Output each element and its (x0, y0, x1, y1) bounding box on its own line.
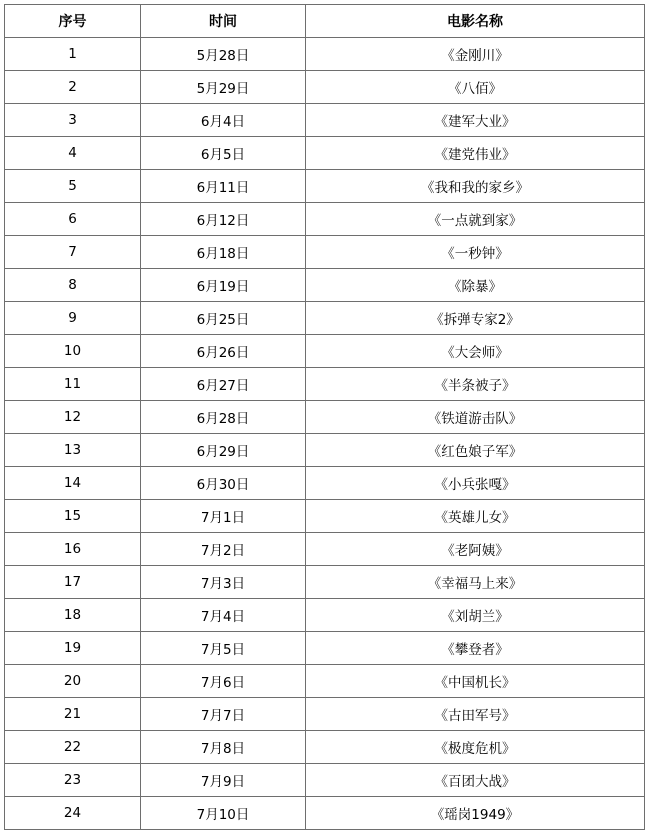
cell-index: 13 (5, 434, 141, 467)
cell-title: 《极度危机》 (306, 731, 645, 764)
table-row (5, 566, 645, 599)
cell-date: 6月12日 (141, 203, 306, 236)
cell-date: 7月6日 (141, 665, 306, 698)
table-row (5, 269, 645, 302)
cell-index: 20 (5, 665, 141, 698)
header-date: 时间 (141, 5, 306, 38)
cell-index: 4 (5, 137, 141, 170)
cell-date: 7月1日 (141, 500, 306, 533)
cell-title: 《建党伟业》 (306, 137, 645, 170)
table-row (5, 632, 645, 665)
cell-date: 6月27日 (141, 368, 306, 401)
header-row (5, 5, 645, 38)
cell-index: 12 (5, 401, 141, 434)
cell-index: 23 (5, 764, 141, 797)
table-row (5, 731, 645, 764)
cell-date: 5月28日 (141, 38, 306, 71)
table-row (5, 533, 645, 566)
cell-index: 9 (5, 302, 141, 335)
table-row (5, 665, 645, 698)
cell-index: 3 (5, 104, 141, 137)
cell-date: 7月5日 (141, 632, 306, 665)
header-title: 电影名称 (306, 5, 645, 38)
cell-index: 6 (5, 203, 141, 236)
cell-title: 《瑶岗1949》 (306, 797, 645, 830)
cell-title: 《古田军号》 (306, 698, 645, 731)
cell-index: 7 (5, 236, 141, 269)
table-row (5, 368, 645, 401)
cell-index: 1 (5, 38, 141, 71)
cell-index: 15 (5, 500, 141, 533)
cell-title: 《一秒钟》 (306, 236, 645, 269)
cell-title: 《幸福马上来》 (306, 566, 645, 599)
cell-date: 7月9日 (141, 764, 306, 797)
header-index: 序号 (5, 5, 141, 38)
table-row (5, 170, 645, 203)
table-row (5, 764, 645, 797)
cell-date: 7月4日 (141, 599, 306, 632)
cell-title: 《铁道游击队》 (306, 401, 645, 434)
cell-date: 6月19日 (141, 269, 306, 302)
cell-index: 18 (5, 599, 141, 632)
table-row (5, 335, 645, 368)
table-row (5, 302, 645, 335)
cell-date: 6月25日 (141, 302, 306, 335)
cell-title: 《攀登者》 (306, 632, 645, 665)
table-row (5, 401, 645, 434)
cell-title: 《刘胡兰》 (306, 599, 645, 632)
cell-index: 19 (5, 632, 141, 665)
cell-date: 6月11日 (141, 170, 306, 203)
cell-date: 6月5日 (141, 137, 306, 170)
cell-title: 《半条被子》 (306, 368, 645, 401)
cell-index: 14 (5, 467, 141, 500)
cell-title: 《拆弹专家2》 (306, 302, 645, 335)
table-row (5, 38, 645, 71)
table-row (5, 698, 645, 731)
cell-date: 7月10日 (141, 797, 306, 830)
cell-index: 21 (5, 698, 141, 731)
table-row (5, 137, 645, 170)
cell-title: 《八佰》 (306, 71, 645, 104)
cell-date: 5月29日 (141, 71, 306, 104)
cell-date: 6月26日 (141, 335, 306, 368)
cell-index: 11 (5, 368, 141, 401)
cell-title: 《小兵张嘎》 (306, 467, 645, 500)
cell-title: 《英雄儿女》 (306, 500, 645, 533)
cell-title: 《我和我的家乡》 (306, 170, 645, 203)
cell-title: 《百团大战》 (306, 764, 645, 797)
cell-index: 10 (5, 335, 141, 368)
cell-title: 《建军大业》 (306, 104, 645, 137)
cell-title: 《金刚川》 (306, 38, 645, 71)
table-row (5, 797, 645, 830)
cell-index: 8 (5, 269, 141, 302)
cell-date: 7月8日 (141, 731, 306, 764)
cell-date: 6月29日 (141, 434, 306, 467)
cell-date: 7月2日 (141, 533, 306, 566)
table-row (5, 500, 645, 533)
cell-index: 5 (5, 170, 141, 203)
table-row (5, 203, 645, 236)
cell-title: 《老阿姨》 (306, 533, 645, 566)
cell-date: 7月3日 (141, 566, 306, 599)
cell-date: 7月7日 (141, 698, 306, 731)
cell-index: 17 (5, 566, 141, 599)
table-body (5, 38, 645, 830)
table-row (5, 599, 645, 632)
cell-date: 6月18日 (141, 236, 306, 269)
cell-index: 22 (5, 731, 141, 764)
table-row (5, 71, 645, 104)
table-row (5, 104, 645, 137)
table-row (5, 434, 645, 467)
table-header (5, 5, 645, 38)
cell-date: 6月28日 (141, 401, 306, 434)
cell-title: 《红色娘子军》 (306, 434, 645, 467)
cell-index: 2 (5, 71, 141, 104)
cell-index: 16 (5, 533, 141, 566)
cell-index: 24 (5, 797, 141, 830)
cell-title: 《一点就到家》 (306, 203, 645, 236)
table-row (5, 236, 645, 269)
table-row (5, 467, 645, 500)
cell-title: 《中国机长》 (306, 665, 645, 698)
cell-date: 6月4日 (141, 104, 306, 137)
cell-title: 《大会师》 (306, 335, 645, 368)
cell-title: 《除暴》 (306, 269, 645, 302)
cell-date: 6月30日 (141, 467, 306, 500)
movie-schedule-table (4, 4, 645, 830)
